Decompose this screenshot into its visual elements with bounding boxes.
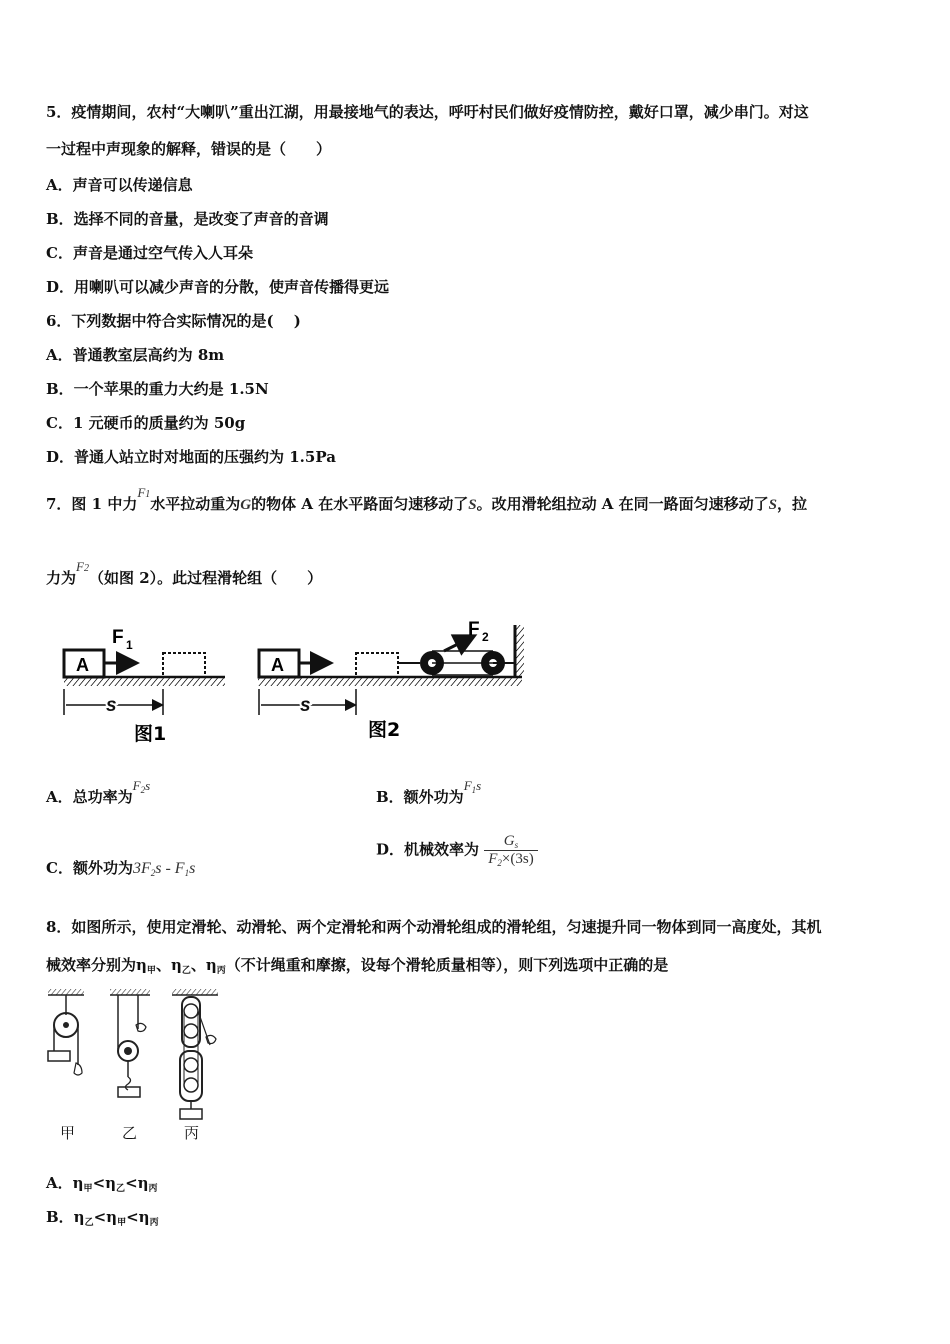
q6-option-d: D．普通人站立时对地面的压强约为 1.5Pa — [46, 448, 336, 466]
q8-fig-label-bing: 丙 — [184, 1124, 200, 1142]
q8-stem-line2 — [46, 955, 668, 981]
pulley-jia — [48, 989, 84, 1075]
q8-text: <η — [93, 1208, 118, 1226]
q8-sub: 丙 — [148, 1184, 158, 1194]
q8-sub-yi: 乙 — [181, 966, 191, 976]
q6-stem: 6．下列数据中符合实际情况的是( ) — [46, 312, 301, 330]
q6-option-b: B．一个苹果的重力大约是 1.5N — [46, 380, 269, 398]
q5-stem-line2: 一过程中声现象的解释，错误的是（ ） — [46, 140, 332, 158]
q7-option-c-sub1: 2 — [150, 868, 156, 878]
q7-option-d-den2: ×(3s) — [501, 851, 534, 867]
q6-option-c: C．1 元硬币的质量约为 50g — [46, 414, 246, 432]
q8-text: <η — [125, 1174, 149, 1192]
fig1-label-s: s — [106, 695, 117, 716]
q7-f2 — [76, 559, 89, 574]
q5-option-a: A．声音可以传递信息 — [46, 176, 193, 194]
fig1-caption: 图1 — [134, 723, 167, 745]
q8-sub: 乙 — [116, 1184, 126, 1194]
q7-option-b-s: s — [476, 778, 482, 793]
fig2-label-a: A — [271, 655, 284, 675]
q8-text: 械效率分别为η — [46, 956, 147, 974]
q7-option-c-math3: s — [189, 860, 196, 877]
q7-f1-letter: F — [137, 485, 146, 500]
fig2-caption: 图2 — [368, 719, 401, 741]
q7-option-d-label: D．机械效率为 — [376, 840, 480, 859]
q7-option-b-label: B．额外功为 — [376, 788, 464, 806]
q8-sub: 甲 — [117, 1218, 127, 1228]
q5-option-b: B．选择不同的音量，是改变了声音的音调 — [46, 210, 329, 228]
q7-option-d-num: G — [503, 833, 515, 849]
q8-text: 、η — [190, 956, 217, 974]
q7-option-b — [376, 778, 482, 812]
q7-option-c-label: C．额外功为 — [46, 859, 133, 877]
q8-stem-line1: 8．如图所示，使用定滑轮、动滑轮、两个定滑轮和两个动滑轮组成的滑轮组，匀速提升同一物体到同一高度处，其机 — [46, 918, 822, 936]
q7-text: 。改用滑轮组拉动 A 在同一路面匀速移动了 — [476, 495, 769, 513]
q7-option-a — [46, 778, 151, 812]
q5-option-c: C．声音是通过空气传入人耳朵 — [46, 244, 253, 262]
q7-f1 — [137, 485, 150, 500]
q7-option-d-den: F — [488, 851, 498, 867]
fig1-label-f-sub: 1 — [126, 638, 133, 652]
q8-sub-jia: 甲 — [146, 966, 156, 976]
q8-fig-label-yi: 乙 — [122, 1124, 138, 1142]
q7-text: 力为 — [46, 569, 77, 587]
q7-f2-letter: F — [76, 559, 84, 574]
fig2-dashed-block — [356, 653, 398, 677]
q7-s: S — [468, 497, 477, 513]
q7-option-a-math: F — [132, 778, 141, 793]
q7-text: 的物体 A 在水平路面匀速移动了 — [251, 495, 469, 513]
q7-option-c-sub2: 1 — [184, 868, 190, 878]
pulley-yi — [110, 989, 150, 1097]
pulley-bing — [172, 989, 218, 1119]
q7-text: ，拉 — [777, 495, 808, 513]
q8-sub-bing: 丙 — [216, 966, 226, 976]
fig1-label-a: A — [76, 655, 89, 675]
q7-option-b-sub: 1 — [471, 785, 477, 795]
q8-sub: 丙 — [149, 1218, 159, 1228]
q8-sub: 乙 — [84, 1218, 94, 1228]
q8-text: <η — [92, 1174, 117, 1192]
fig1-dashed-block — [163, 653, 205, 677]
q8-pulley-figure — [44, 985, 234, 1145]
q7-text: 7．图 1 中力 — [46, 495, 138, 513]
q5-stem-line1: 5．疫情期间，农村“大喇叭”重出江湖，用最接地气的表达，呼吁村民们做好疫情防控，戴好口罩，减少串门。对这 — [46, 103, 809, 121]
q8-option-a — [46, 1173, 158, 1199]
q7-option-a-label: A．总功率为 — [46, 788, 133, 806]
q7-option-d — [376, 833, 538, 868]
q8-sub: 甲 — [83, 1184, 93, 1194]
q7-option-c — [46, 858, 195, 883]
q8-text: B．η — [46, 1208, 85, 1226]
q8-text: 、η — [155, 956, 182, 974]
q7-text: 水平拉动重为 — [150, 495, 241, 513]
q7-option-a-sub: 2 — [140, 785, 146, 795]
q7-f1-sub: 1 — [145, 489, 151, 500]
q7-option-c-math2: s - F — [155, 860, 185, 877]
q7-option-d-fraction — [484, 833, 537, 868]
q7-stem-line1 — [46, 485, 808, 517]
q5-option-d: D．用喇叭可以减少声音的分散，使声音传播得更远 — [46, 278, 390, 296]
q7-text: （如图 2）。此过程滑轮组（ ） — [88, 569, 323, 587]
q7-option-d-den-sub: 2 — [497, 858, 502, 868]
fig2-label-s: s — [300, 695, 311, 716]
q8-text: <η — [126, 1208, 150, 1226]
fig2-label-f: F — [468, 619, 480, 640]
q7-figure — [60, 615, 535, 750]
q7-option-a-s: s — [145, 778, 151, 793]
q7-option-c-math1: 3F — [132, 860, 151, 877]
q8-fig-label-jia: 甲 — [60, 1124, 76, 1142]
q8-option-b — [46, 1207, 159, 1233]
fig2-label-f-sub: 2 — [482, 630, 489, 644]
q7-s: S — [768, 497, 778, 513]
q7-f2-sub: 2 — [83, 563, 89, 574]
q7-option-b-math: F — [463, 778, 472, 793]
q7-stem-line2 — [46, 559, 323, 591]
q7-option-d-num-sub: s — [514, 840, 519, 850]
fig1-label-f: F — [112, 627, 124, 648]
q7-g: G — [240, 497, 252, 513]
q8-text: （不计绳重和摩擦，设每个滑轮质量相等），则下列选项中正确的是 — [225, 956, 669, 974]
q8-text: A．η — [46, 1174, 84, 1192]
q6-option-a: A．普通教室层高约为 8m — [46, 346, 225, 364]
